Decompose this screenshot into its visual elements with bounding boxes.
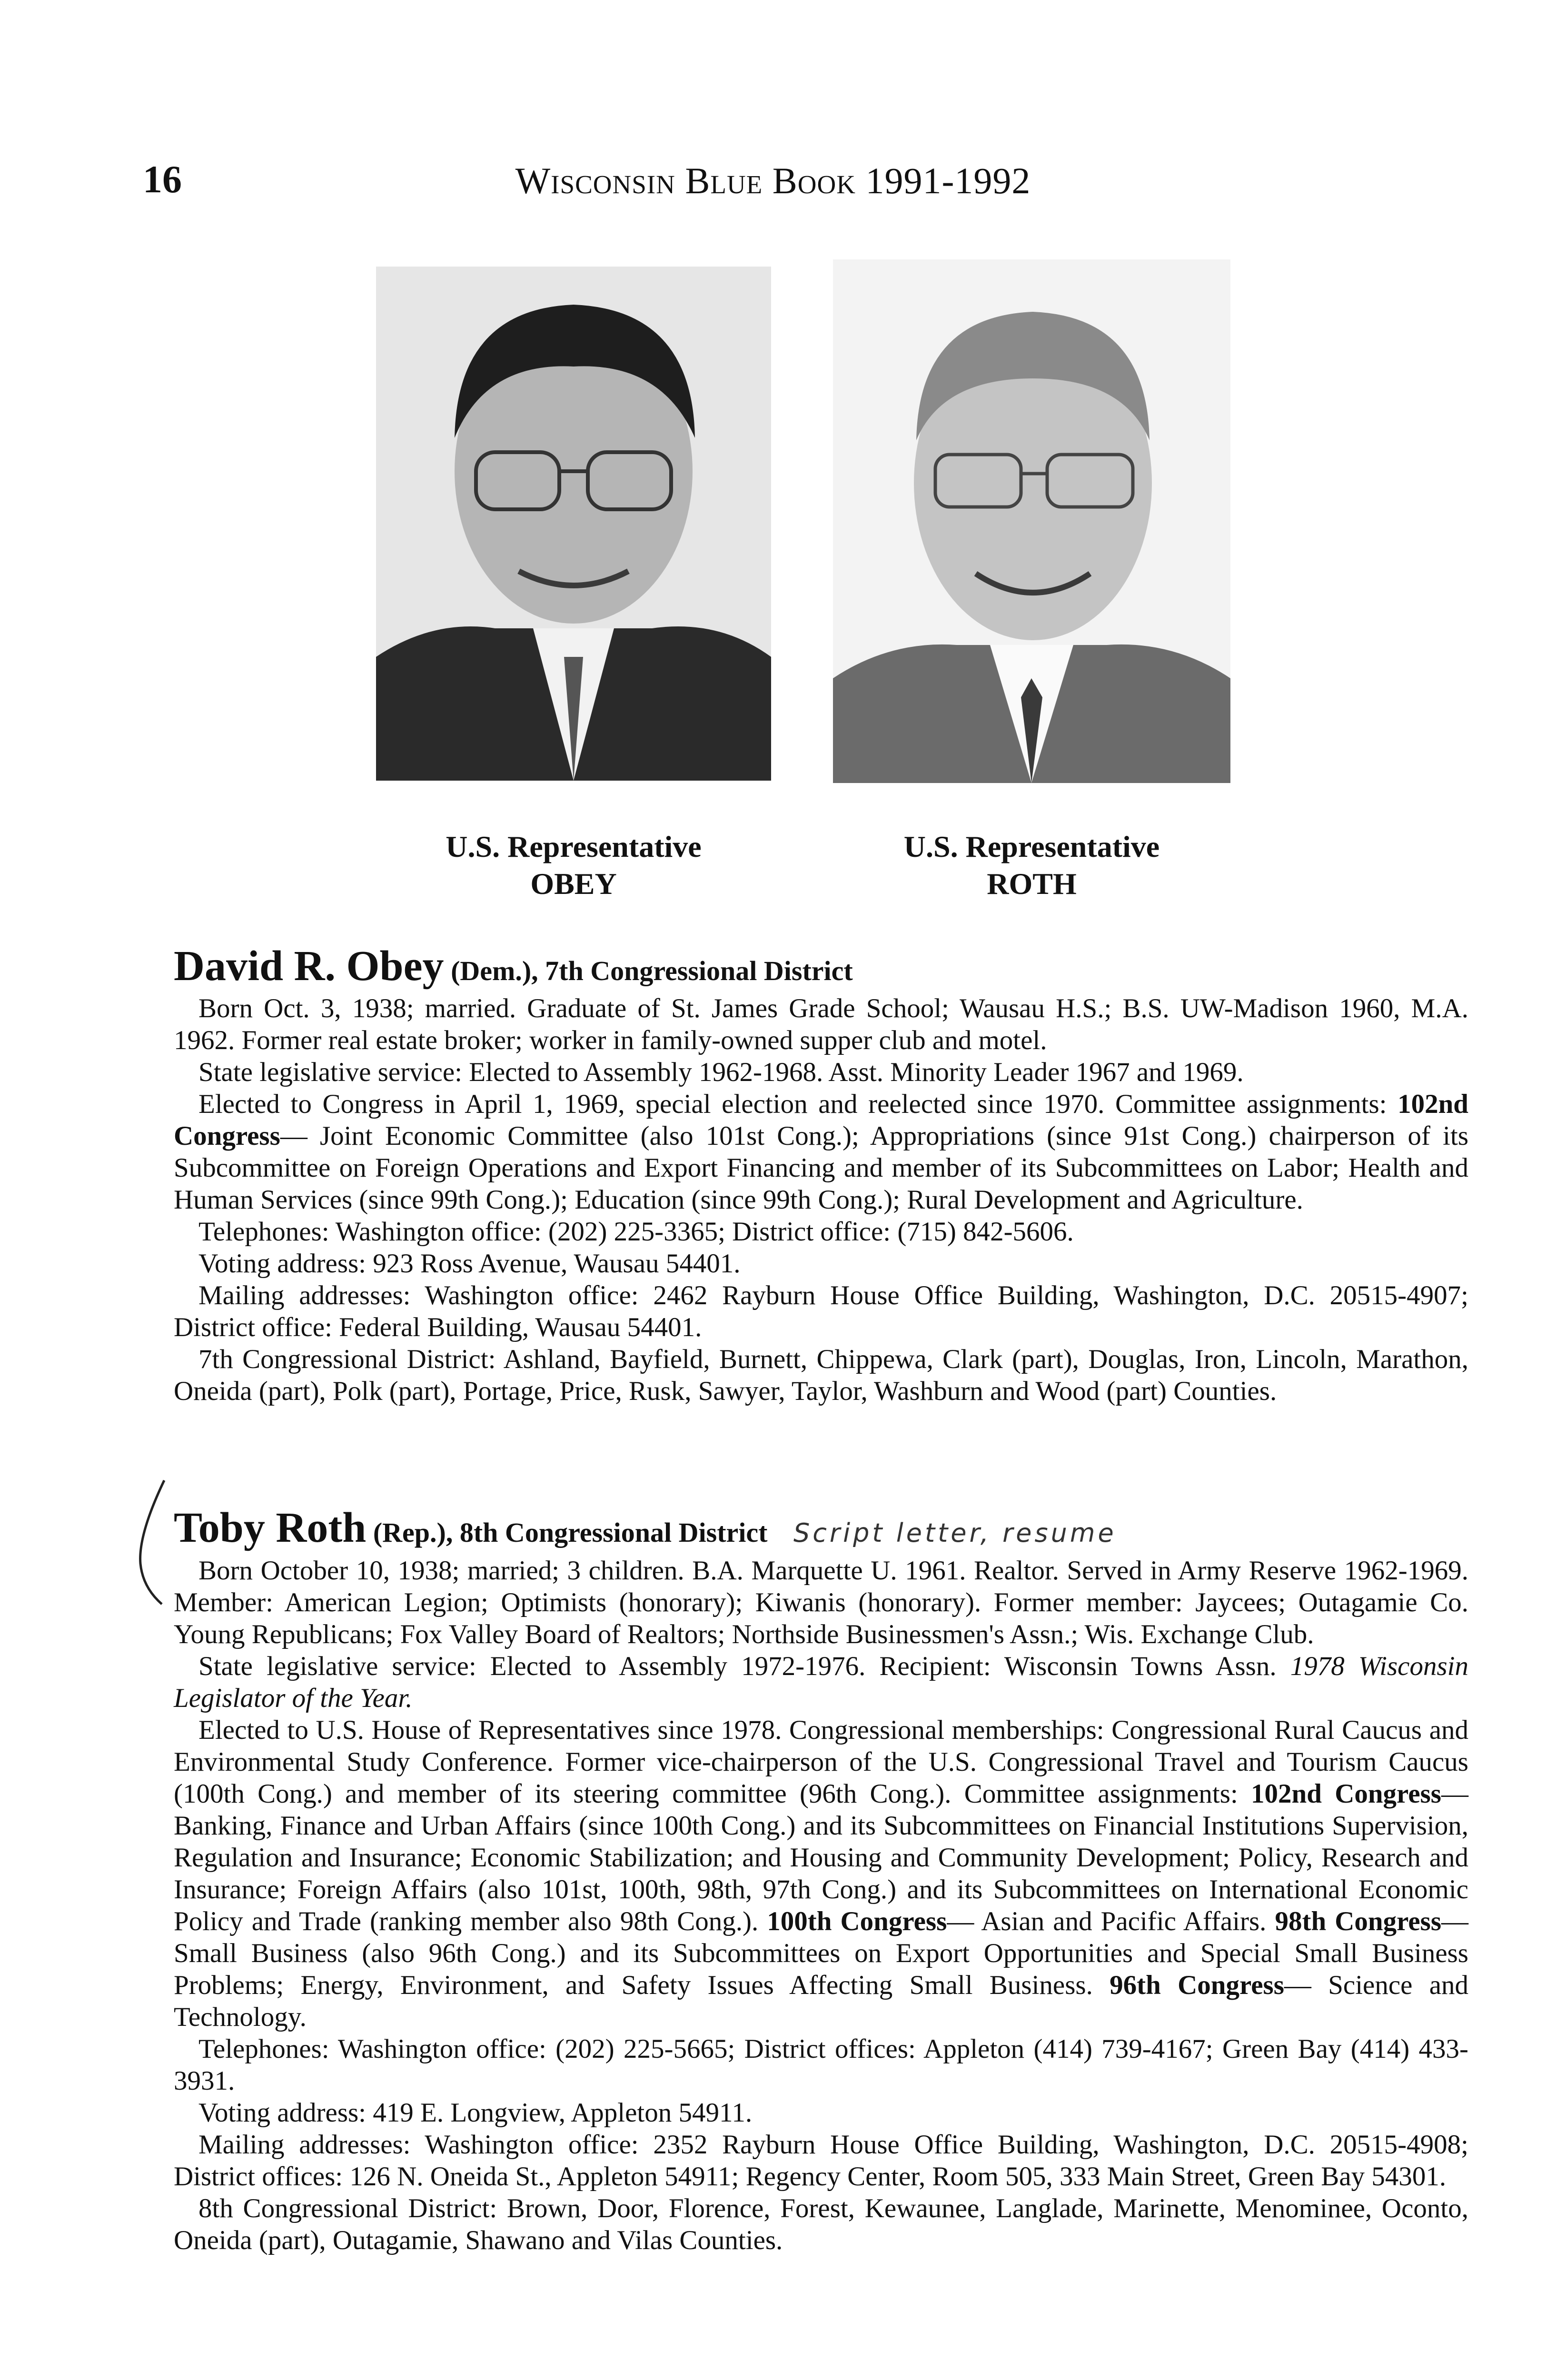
bio-born: Born Oct. 3, 1938; married. Graduate of St. James Grade School; Wausau H.S.; B.S. UW-Madison 1960, M.A. 1962. Former real estate broker; worker in family-owned supper club and motel. <box>174 993 1468 1055</box>
bio-telephones: Telephones: Washington office: (202) 225-5665; District offices: Appleton (414) 739-4167; Green Bay (414) 433-3931. <box>174 2034 1468 2096</box>
bio-telephones: Telephones: Washington office: (202) 225-3365; District office: (715) 842-5606. <box>198 1217 1074 1247</box>
bio-voting: Voting address: 419 E. Longview, Appleton 54911. <box>198 2098 753 2128</box>
portrait-photo-obey <box>376 267 771 781</box>
bio-mailing: Mailing addresses: Washington office: 2352 Rayburn House Office Building, Washington, D.C. 20515-4908; District offices: 126 N. Oneida St., Appleton 54911; Regency Center, Room 505, 333 Main Street, Green Bay 54301. <box>174 2130 1468 2192</box>
caption-title: U.S. Representative <box>446 830 702 863</box>
member-name: Toby Roth <box>174 1504 367 1551</box>
portrait-photo-roth <box>833 259 1230 783</box>
handwritten-note: Script letter, resume <box>793 1518 1117 1548</box>
bio-district: 8th Congressional District: Brown, Door, Florence, Forest, Kewaunee, Langlade, Marinette, Menominee, Oconto, Oneida (part), Outagamie, Shawano and Vilas Counties. <box>174 2193 1468 2255</box>
biography-roth <box>174 1504 1469 2256</box>
party-district: (Dem.), 7th Congressional District <box>451 955 853 986</box>
bio-state-service: State legislative service: Elected to Assembly 1972-1976. Recipient: Wisconsin Towns Assn. 1978 Wisconsin Legislator of the Year. <box>174 1651 1469 1713</box>
entry-heading <box>174 1504 1468 1555</box>
bio-mailing: Mailing addresses: Washington office: 2462 Rayburn House Office Building, Washington, D.C. 20515-4907; District office: Federal Building, Wausau 54401. <box>174 1280 1468 1342</box>
caption-roth <box>833 828 1230 902</box>
caption-title: U.S. Representative <box>903 830 1160 863</box>
entry-heading <box>174 942 1468 992</box>
bio-district: 7th Congressional District: Ashland, Bayfield, Burnett, Chippewa, Clark (part), Douglas, Iron, Lincoln, Marathon, Oneida (part), Polk (part), Portage, Price, Rusk, Sawyer, Taylor, Washburn and Wood (part) Counties. <box>174 1344 1468 1406</box>
biography-obey <box>174 942 1469 1407</box>
bio-voting: Voting address: 923 Ross Avenue, Wausau 54401. <box>198 1249 741 1279</box>
caption-name: OBEY <box>530 867 617 901</box>
member-name: David R. Obey <box>174 942 444 990</box>
bio-congress: Elected to Congress in April 1, 1969, special election and reelected since 1970. Committee assignments: 102nd Congress— Joint Economic Committee (also 101st Cong.); Appropriations (since 91st Cong.) chairperson of its Subcommittee on Foreign Operations and Export Financing and member of its Subcommittees on Labor; Health and Human Services (since 99th Cong.); Education (since 99th Cong.); Rural Development and Agriculture. <box>174 1089 1469 1215</box>
caption-obey <box>376 828 771 902</box>
caption-name: ROTH <box>987 867 1077 901</box>
bio-house: Elected to U.S. House of Representatives since 1978. Congressional memberships: Congressional Rural Caucus and Environmental Study Conference. Former vice-chairperson of the U.S. Congressional Travel and Tourism Caucus (100th Cong.) and member of its steering committee (96th Cong.). Committee assignments: 102nd Congress— Banking, Finance and Urban Affairs (since 100th Cong.) and its Subcommittees on Financial Institutions Supervision, Regulation and Insurance; Economic Stabilization; and Housing and Community Development; Policy, Research and Insurance; Foreign Affairs (also 101st, 100th, 98th, 97th Cong.) and its Subcommittees on International Economic Policy and Trade (ranking member also 98th Cong.). 100th Congress— Asian and Pacific Affairs. 98th Congress— Small Business (also 96th Cong.) and its Subcommittees on Export Opportunities and Special Small Business Problems; Energy, Environment, and Safety Issues Affecting Small Business. 96th Congress— Science and Technology. <box>174 1715 1469 2032</box>
page-number: 16 <box>143 158 182 201</box>
running-title: Wisconsin Blue Book 1991-1992 <box>515 160 1031 201</box>
bio-born: Born October 10, 1938; married; 3 children. B.A. Marquette U. 1961. Realtor. Served in Army Reserve 1962-1969. Member: American Legion; Optimists (honorary); Kiwanis (honorary). Former member: Jaycees; Outagamie Co. Young Republicans; Fox Valley Board of Realtors; Northside Businessmen's Assn.; Wis. Exchange Club. <box>174 1556 1468 1649</box>
handwritten-bracket-mark <box>136 1478 169 1606</box>
bio-state-service: State legislative service: Elected to Assembly 1962-1968. Asst. Minority Leader 1967 and 1969. <box>198 1057 1244 1087</box>
party-district: (Rep.), 8th Congressional District <box>373 1517 768 1548</box>
